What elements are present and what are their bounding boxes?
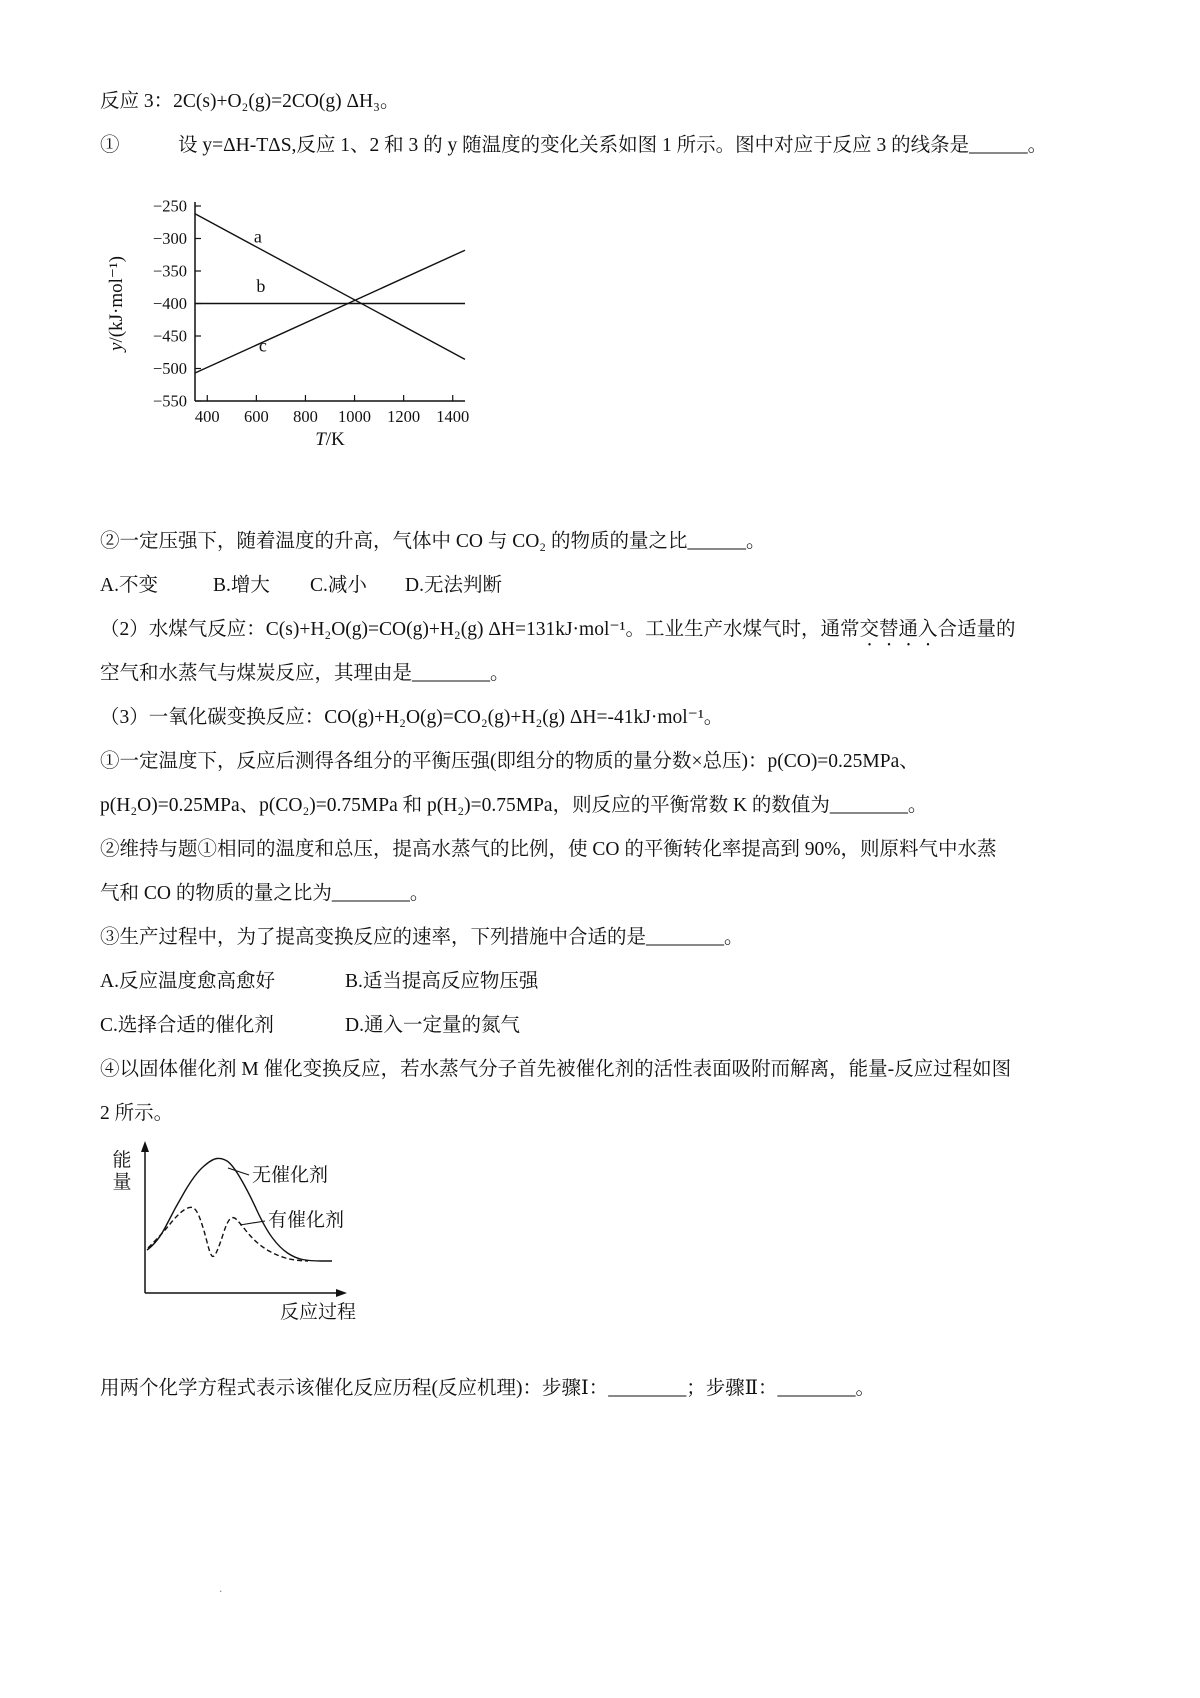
option-a: A.不变: [100, 575, 158, 596]
svg-text:600: 600: [243, 407, 269, 426]
svg-text:−250: −250: [152, 196, 187, 216]
question-2-line2: 空气和水蒸气与煤炭反应，其理由是________。: [100, 663, 510, 684]
question-2-text-emphasized: 交替通入: [859, 619, 938, 640]
svg-text:−300: −300: [152, 229, 187, 248]
svg-text:−550: −550: [152, 391, 187, 411]
question-3-4-line2: 2 所示。: [100, 1103, 174, 1124]
svg-text:1200: 1200: [387, 407, 421, 426]
option-d: D.通入一定量的氮气: [345, 1015, 520, 1036]
question-3-2-line2: 气和 CO 的物质的量之比为________。: [100, 883, 430, 904]
footer-mark: .: [219, 1580, 223, 1595]
svg-text:T/K: T/K: [315, 429, 345, 446]
svg-text:c: c: [258, 335, 267, 356]
svg-text:y/(kJ·mol⁻¹): y/(kJ·mol⁻¹): [106, 256, 127, 351]
question-2-line1: [100, 608, 1100, 652]
figure1-y-vs-temperature-chart: [100, 196, 1100, 446]
svg-text:−450: −450: [152, 326, 187, 346]
svg-text:a: a: [253, 226, 262, 247]
svg-text:800: 800: [293, 407, 318, 426]
option-c: C.选择合适的催化剂: [100, 1015, 274, 1036]
question-2-text-after: 合适量的: [937, 619, 1016, 640]
svg-text:1000: 1000: [338, 407, 372, 426]
question-1b: ②一定压强下，随着温度的升高，气体中 CO 与 CO₂ 的物质的量之比______。: [100, 531, 766, 552]
question-3-4-line1: ④以固体催化剂 M 催化变换反应，若水蒸气分子首先被催化剂的活性表面吸附而解离，能量-反应过程如图: [100, 1059, 1012, 1080]
svg-text:1400: 1400: [436, 407, 470, 426]
svg-text:有催化剂: 有催化剂: [268, 1210, 345, 1231]
svg-text:−350: −350: [152, 261, 187, 281]
question-3-3-options-row2: [100, 1004, 1100, 1048]
question-3-1-line2: p(H₂O)=0.25MPa、p(CO₂)=0.75MPa 和 p(H₂)=0.75MPa，则反应的平衡常数 K 的数值为________。: [100, 795, 928, 816]
option-c: C.减小: [310, 575, 367, 596]
svg-text:−400: −400: [152, 294, 187, 313]
question-3-1-line1: ①一定温度下，反应后测得各组分的平衡压强(即组分的物质的量分数×总压)：p(CO)=0.25MPa、: [100, 751, 919, 772]
option-d: D.无法判断: [405, 575, 502, 596]
svg-text:b: b: [256, 275, 266, 296]
option-b: B.增大: [213, 575, 270, 596]
svg-text:无催化剂: 无催化剂: [252, 1165, 329, 1186]
final-question-line: 用两个化学方程式表示该催化反应历程(反应机理)：步骤Ⅰ：________；步骤Ⅱ：________。: [100, 1378, 875, 1399]
svg-text:量: 量: [112, 1172, 132, 1193]
svg-text:400: 400: [194, 407, 220, 426]
question-3-2-line1: ②维持与题①相同的温度和总压，提高水蒸气的比例，使 CO 的平衡转化率提高到 90%，则原料气中水蒸: [100, 839, 997, 860]
figure2-energy-diagram: [100, 1136, 1100, 1331]
svg-text:−500: −500: [152, 359, 187, 378]
svg-text:能: 能: [112, 1150, 132, 1171]
question-3-heading: （3）一氧化碳变换反应：CO(g)+H₂O(g)=CO₂(g)+H₂(g) ΔH=-41kJ·mol⁻¹。: [100, 707, 724, 728]
question-3-3-options-row1: [100, 960, 1100, 1004]
question-2-text-before: （2）水煤气反应：C(s)+H₂O(g)=CO(g)+H₂(g) ΔH=131kJ·mol⁻¹。工业生产水煤气时，通常: [100, 619, 860, 640]
svg-text:反应过程: 反应过程: [279, 1302, 357, 1323]
figure1-svg: [100, 196, 490, 446]
option-b: B.适当提高反应物压强: [345, 971, 539, 992]
question-1b-options: [100, 564, 1100, 608]
option-a: A.反应温度愈高愈好: [100, 971, 275, 992]
figure2-svg: [100, 1136, 430, 1331]
question-1a: ① 设 y=ΔH-TΔS,反应 1、2 和 3 的 y 随温度的变化关系如图 1 所示。图中对应于反应 3 的线条是______。: [100, 135, 1048, 156]
reaction3-equation: 反应 3：2C(s)+O₂(g)=2CO(g) ΔH₃。: [100, 91, 400, 112]
question-3-3: ③生产过程中，为了提高变换反应的速率，下列措施中合适的是________。: [100, 927, 744, 948]
